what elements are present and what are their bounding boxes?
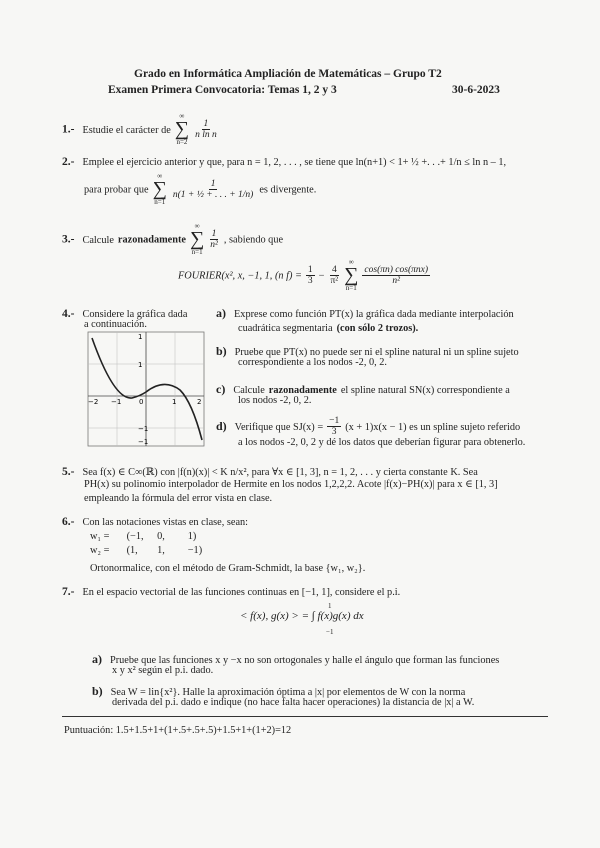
f1-den: 3 — [307, 275, 313, 286]
q1-frac-den: n ln n — [195, 129, 217, 140]
q4-d-post: (x + 1)x(x − 1) es un spline sujeto referido — [345, 422, 521, 434]
q1-frac-num: 1 — [203, 118, 209, 129]
q4-d-line2: a los nodos -2, 0, 2 y dé los datos que deberían figurar para obtenerlo. — [238, 437, 526, 448]
w1-v0: (−1, — [126, 531, 144, 542]
f3-den: n² — [392, 275, 400, 286]
question-7 — [62, 582, 400, 600]
w2-v2: −1) — [187, 545, 203, 556]
footer-rule — [62, 716, 548, 717]
question-6-line2: Ortonormalice, con el método de Gram-Schmidt, la base {w₁, w₂}. — [90, 563, 366, 574]
q4-b-line2: correspondiente a los nodos -2, 0, 2. — [238, 357, 387, 368]
sigma-symbol: ∑ — [152, 178, 167, 200]
x-tick-neg2: −2 — [88, 398, 99, 406]
w1-v2: 1) — [187, 531, 197, 542]
exam-date: 30-6-2023 — [452, 84, 500, 96]
q3-sum-bottom: n=1 — [191, 248, 203, 256]
q4-c-pre: Calcule — [233, 385, 265, 396]
q2-sum — [153, 172, 167, 206]
q2-frac-den: n(1 + ½ + . . . + 1/n) — [172, 189, 254, 200]
fourier-formula — [178, 258, 430, 292]
w2-name: w₂ = — [90, 545, 110, 556]
q7-b-label: b) — [92, 684, 103, 698]
fourier-minus: − — [318, 270, 325, 282]
fourier-left: FOURIER(x², x, −1, 1, (n f) = — [178, 270, 302, 282]
question-7-number: 7.- — [62, 586, 75, 598]
q7-b-line1: Sea W = lin{x²}. Halle la aproximación óptima a |x| por elementos de W con la norma — [110, 687, 466, 698]
x-tick-2: 2 — [197, 398, 202, 406]
int-bottom: −1 — [326, 628, 334, 636]
question-4-intro1: Considere la gráfica dada — [82, 309, 188, 320]
q4-b-line1: Pruebe que PT(x) no puede ser ni el spline natural ni un spline sujeto — [234, 347, 519, 358]
q7-a-line2: x y x² según el p.i. dado. — [112, 665, 214, 676]
q4-a-line1: Exprese como función PT(x) la gráfica dada mediante interpolación — [234, 309, 514, 320]
question-6 — [62, 512, 248, 530]
f1-num: 1 — [307, 264, 313, 275]
w2-v0: (1, — [126, 545, 138, 556]
q4-d-num: −1 — [329, 416, 340, 426]
q4-a-line2-pre: cuadrática segmentaria — [238, 323, 333, 334]
question-3-post: , sabiendo que — [223, 234, 284, 246]
sigma-symbol: ∑ — [174, 118, 190, 140]
q2-frac-num: 1 — [210, 178, 216, 189]
x-tick-neg1: −1 — [111, 398, 122, 406]
w1-v1: 0, — [157, 531, 165, 542]
q1-sum-bottom: n=2 — [176, 138, 188, 146]
question-4-number: 4.- — [62, 308, 75, 320]
q4-d-den: 3 — [331, 427, 337, 437]
question-5-number: 5.- — [62, 466, 75, 478]
question-6-number: 6.- — [62, 516, 75, 528]
spline-graph — [84, 330, 212, 450]
w2-v1: 1, — [157, 545, 165, 556]
fourier-frac3 — [362, 265, 430, 286]
question-7-line1: En el espacio vectorial de las funciones continuas en [−1, 1], considere el p.i. — [82, 587, 401, 598]
integral-limits — [326, 602, 333, 636]
y-tick-top: 1 — [138, 333, 143, 341]
q2-sum-bottom: n=1 — [154, 198, 166, 206]
question-1-text: Estudie el carácter de — [82, 124, 171, 136]
question-3 — [62, 222, 283, 256]
question-1-number: 1.- — [62, 123, 75, 136]
question-5-line1: Sea f(x) ∈ C∞(ℝ) con |f(n)(x)| < K n/x², para ∀x ∈ [1, 3], n = 1, 2, . . . y cierta constante K. Sea — [82, 467, 478, 478]
question-2-part2 — [84, 172, 316, 206]
q4-d-label: d) — [216, 419, 227, 434]
q4-c-bold: razonadamente — [268, 385, 337, 396]
question-3-text: Calcule — [82, 234, 114, 246]
q1-sum — [175, 112, 189, 146]
fourier-sum — [344, 258, 358, 292]
q4-c-label: c) — [216, 382, 226, 396]
fourier-frac2 — [328, 265, 340, 286]
question-2-text2: para probar que — [84, 184, 149, 196]
w1-name: w₁ = — [90, 531, 110, 542]
q4-part-a-line2 — [238, 318, 418, 336]
q3-frac-den: n² — [210, 239, 218, 250]
y-tick-bottom: −1 — [138, 438, 149, 446]
y-tick-1: 1 — [138, 361, 143, 369]
question-6-line1: Con las notaciones vistas en clase, sean: — [82, 517, 249, 528]
question-2 — [62, 152, 506, 170]
w2-vector — [90, 544, 202, 558]
q3-sum-top: ∞ — [194, 222, 200, 230]
exam-subtitle: Examen Primera Convocatoria: Temas 1, 2 y 3 — [108, 84, 337, 96]
q7-b-line2: derivada del p.i. dado e indique (no hace falta hacer operaciones) la distancia de |x| a W. — [112, 697, 475, 708]
f2-den: π² — [330, 275, 339, 286]
fourier-sum-top: ∞ — [348, 258, 354, 266]
q3-fraction — [208, 229, 220, 250]
q4-c-line2: los nodos -2, 0, 2. — [238, 395, 312, 406]
question-2-text: Emplee el ejercicio anterior y que, para n = 1, 2, . . . , se tiene que ln(n+1) < 1+ ½ +. . .+ 1/n ≤ ln n – 1, — [82, 157, 507, 168]
q1-sum-top: ∞ — [179, 112, 185, 120]
fourier-frac1 — [306, 265, 315, 286]
q7-a-label: a) — [92, 652, 102, 666]
q4-a-label: a) — [216, 306, 226, 320]
x-tick-0: 0 — [139, 398, 144, 406]
f2-num: 4 — [331, 264, 337, 275]
question-2-text3: es divergente. — [259, 184, 317, 196]
q4-d-pre: Verifique que SJ(x) = — [234, 422, 324, 434]
q2-sum-top: ∞ — [157, 172, 163, 180]
question-3-number: 3.- — [62, 233, 75, 246]
exam-title: Grado en Informática Ampliación de Matemáticas – Grupo T2 — [134, 68, 442, 80]
f3-num: cos(πn) cos(πnx) — [364, 264, 428, 275]
int-top: 1 — [327, 602, 332, 610]
q4-a-line2-bold: (con sólo 2 trozos). — [336, 323, 419, 334]
y-tick-neg1: −1 — [138, 425, 149, 433]
q4-c-post: el spline natural SN(x) correspondiente a — [340, 385, 510, 396]
q4-d-fraction — [327, 416, 341, 437]
fourier-sum-bottom: n=1 — [345, 284, 357, 292]
question-2-number: 2.- — [62, 156, 75, 168]
q4-b-label: b) — [216, 344, 227, 358]
q7-a-line1: Pruebe que las funciones x y −x no son ortogonales y halle el ángulo que forman las funciones — [110, 655, 500, 666]
score-line: Puntuación: 1.5+1.5+1+(1+.5+.5+.5)+1.5+1+(1+2)=12 — [64, 725, 292, 736]
inner-product-formula — [240, 602, 364, 636]
question-5-line3: empleando la fórmula del error vista en clase. — [84, 493, 273, 504]
question-4-intro2: a continuación. — [84, 319, 147, 330]
w1-vector — [90, 530, 196, 544]
q1-fraction — [193, 119, 219, 140]
sigma-symbol: ∑ — [189, 228, 205, 250]
sigma-symbol: ∑ — [344, 264, 359, 286]
question-5-line2: PH(x) su polinomio interpolador de Hermite en los nodos 1,2,2,2. Acote |f(x)−PH(x)| para x ∈ [1, 3] — [84, 479, 498, 490]
q4-part-d — [216, 416, 520, 437]
question-1 — [62, 112, 219, 146]
q3-sum — [190, 222, 204, 256]
q3-frac-num: 1 — [211, 228, 217, 239]
q2-fraction — [171, 179, 255, 200]
inner-product-expr: < f(x), g(x) > = ∫ f(x)g(x) dx — [240, 610, 364, 622]
question-3-bold: razonadamente — [117, 234, 186, 246]
x-tick-1: 1 — [172, 398, 177, 406]
